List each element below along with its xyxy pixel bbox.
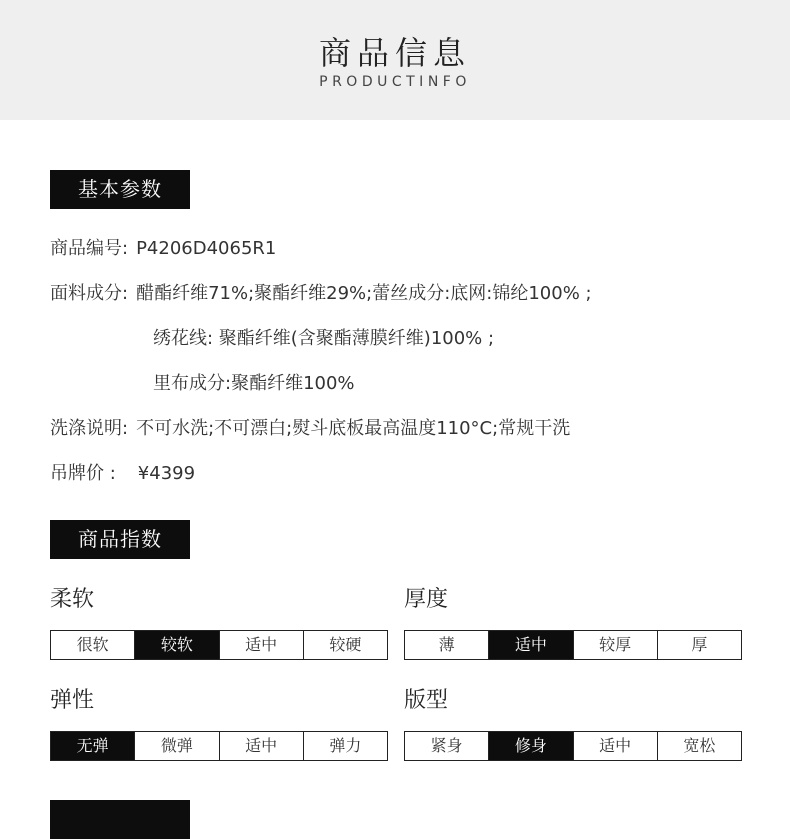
scale-thickness [404,630,742,660]
scale-option: 修身 [488,732,572,760]
scale-option: 较软 [134,631,218,659]
scale-option: 适中 [573,732,657,760]
index-title-fit: 版型 [404,688,449,713]
section-tag-basic: 基本参数 [50,170,190,209]
scale-option: 很软 [76,635,109,654]
param-wash-value: 不可水洗;不可漂白;熨斗底板最高温度110°C;常规干洗 [136,418,571,439]
scale-option: 适中 [488,631,572,659]
header-banner [0,0,790,120]
param-price-label: 吊牌价 : [50,463,116,484]
scale-option: 紧身 [430,736,463,755]
scale-option: 较硬 [303,631,387,659]
scale-option: 薄 [438,635,455,654]
param-fabric-value-1: 醋酯纤维71%;聚酯纤维29%;蕾丝成分:底网:锦纶100% ; [136,283,592,304]
param-code-label: 商品编号: [50,238,129,259]
scale-option: 厚 [657,631,741,659]
scale-option: 弹力 [303,732,387,760]
param-price-value: ¥4399 [137,463,196,484]
scale-softness [50,630,388,660]
param-code [50,237,276,261]
page-subtitle: PRODUCTINFO [319,74,471,90]
scale-option: 适中 [219,631,303,659]
index-title-softness: 柔软 [50,587,95,612]
page-title: 商品信息 [318,34,471,72]
param-fabric [50,282,592,306]
index-title-thickness: 厚度 [404,587,449,612]
param-fabric-line-3: 里布成分:聚酯纤维100% [153,373,355,394]
scale-option: 宽松 [657,732,741,760]
param-code-value: P4206D4065R1 [136,238,277,259]
scale-option: 微弹 [134,732,218,760]
scale-option: 较厚 [573,631,657,659]
index-title-elasticity: 弹性 [50,688,95,713]
scale-option: 无弹 [51,732,134,760]
section-tag-partial [50,800,190,839]
param-fabric-label: 面料成分: [50,283,129,304]
param-wash [50,417,570,441]
scale-fit [404,731,742,761]
section-tag-index: 商品指数 [50,520,190,559]
param-fabric-line-2: 绣花线: 聚酯纤维(含聚酯薄膜纤维)100% ; [153,328,495,349]
param-price [50,462,195,486]
scale-elasticity [50,731,388,761]
param-wash-label: 洗涤说明: [50,418,129,439]
scale-option: 适中 [219,732,303,760]
